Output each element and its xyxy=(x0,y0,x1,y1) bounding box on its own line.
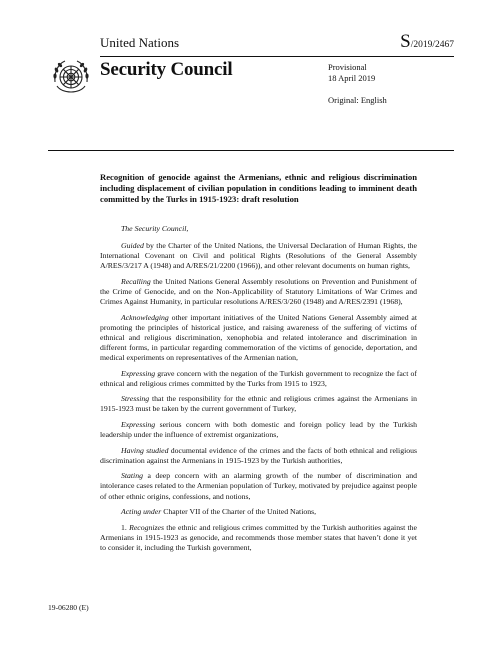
symbol-letter: S xyxy=(400,31,411,52)
paragraph-lead: Expressing xyxy=(121,420,156,429)
paragraph-text: Chapter VII of the Charter of the United Nations, xyxy=(161,507,317,517)
paragraph-text: the United Nations General Assembly resolutions on Prevention and Punishment of the Crime of Genocide, and on the Non-Applicability of Statutory Limitations of War Crimes and Crimes Against Humanity, in particular resolutions A/RES/3/260 (1948) and A/RES/2391 (1968), xyxy=(100,276,417,307)
section-rule xyxy=(48,150,454,151)
document-date: 18 April 2019 xyxy=(328,73,376,83)
header-rule xyxy=(100,56,454,57)
paragraph-text: the ethnic and religious crimes committed by the Turkish authorities against the Armenians in 1915-1923 as genocide, and recommends those member states that haven’t done it yet to consider it, including the Turkish government, xyxy=(100,522,417,552)
preamble-paragraph xyxy=(100,313,417,363)
council-name: Security Council xyxy=(100,59,233,80)
paragraph-lead: Stressing xyxy=(121,394,150,404)
preamble-paragraph xyxy=(100,420,417,440)
symbol-number: /2019/2467 xyxy=(410,40,454,50)
paragraph-lead: Recalling xyxy=(121,276,151,286)
resolution-title: Recognition of genocide against the Armenians, ethnic and religious discrimination including displacement of civilian population in conditions leading to imminent death committed by the Turks in 1915-1923: draft resolution xyxy=(100,172,417,204)
paragraph-lead: Guided xyxy=(121,241,144,251)
original-language: Original: English xyxy=(328,95,387,105)
paragraph-text: grave concern with the negation of the Turkish government to recognize the fact of ethnical and religious crimes committed by the Turks from 1915 to 1923, xyxy=(100,368,417,388)
document-symbol xyxy=(400,31,454,53)
operative-paragraph xyxy=(100,523,417,553)
paragraph-text: that the responsibility for the ethnic and religious crimes against the Armenians in 1915-1923 must be taken by the current government of Turkey, xyxy=(100,394,417,414)
preamble-paragraph xyxy=(100,507,417,517)
preamble-paragraph xyxy=(100,369,417,389)
paragraph-text: documental evidence of the crimes and the facts of both ethnical and religious discrimination against the Armenians in 1915-1923 by the Turkish authorities, xyxy=(100,445,417,465)
preamble-paragraph xyxy=(100,241,417,271)
un-emblem-icon xyxy=(48,56,94,102)
distribution-label: Provisional xyxy=(328,62,367,72)
preamble-paragraph xyxy=(100,277,417,307)
paragraph-lead: Recognizes xyxy=(129,522,164,532)
preamble-opening xyxy=(100,224,417,234)
resolution-body xyxy=(100,224,417,559)
paragraph-lead: Acting under xyxy=(121,507,162,517)
document-meta xyxy=(328,62,387,106)
paragraph-text: a deep concern with an alarming growth of the number of discrimination and intolerance cases related to the Armenian population of Turkey, motivated by prejudice against people of other ethnic origins, confessions, and notions, xyxy=(100,471,417,501)
paragraph-text: serious concern with both domestic and foreign policy lead by the Turkish leadership under the influence of extremist organizations, xyxy=(100,420,417,440)
paragraph-lead: Stating xyxy=(121,471,143,481)
org-name: United Nations xyxy=(100,35,180,50)
preamble-paragraph xyxy=(100,394,417,414)
paragraph-text: by the Charter of the United Nations, the Universal Declaration of Human Rights, the International Covenant on Civil and political Rights (Resolutions of the General Assembly A/RES/3/217 A (1948) and A/RES/21/2200 (1966)), and other relevant documents on human rights, xyxy=(100,241,417,271)
footer-doc-number: 19-06280 (E) xyxy=(48,603,89,612)
preamble-paragraph xyxy=(100,446,417,466)
preamble-opening-text: The Security Council, xyxy=(121,224,189,233)
paragraph-number: 1. xyxy=(121,522,130,532)
paragraph-text: other important initiatives of the United Nations General Assembly aimed at promoting the principles of historical justice, and raising awareness of the suffering of victims of ethnical and religious discrimination, xenophobia and related intolerance and discrimination in different forms, in particular regarding commemoration of the victims of genocide, deportation, and medical experiments on representatives of the Armenian nation, xyxy=(100,312,417,363)
paragraph-lead: Having studied xyxy=(121,445,169,455)
paragraph-lead: Acknowledging xyxy=(121,312,169,322)
preamble-paragraph xyxy=(100,471,417,501)
paragraph-lead: Expressing xyxy=(121,368,156,378)
